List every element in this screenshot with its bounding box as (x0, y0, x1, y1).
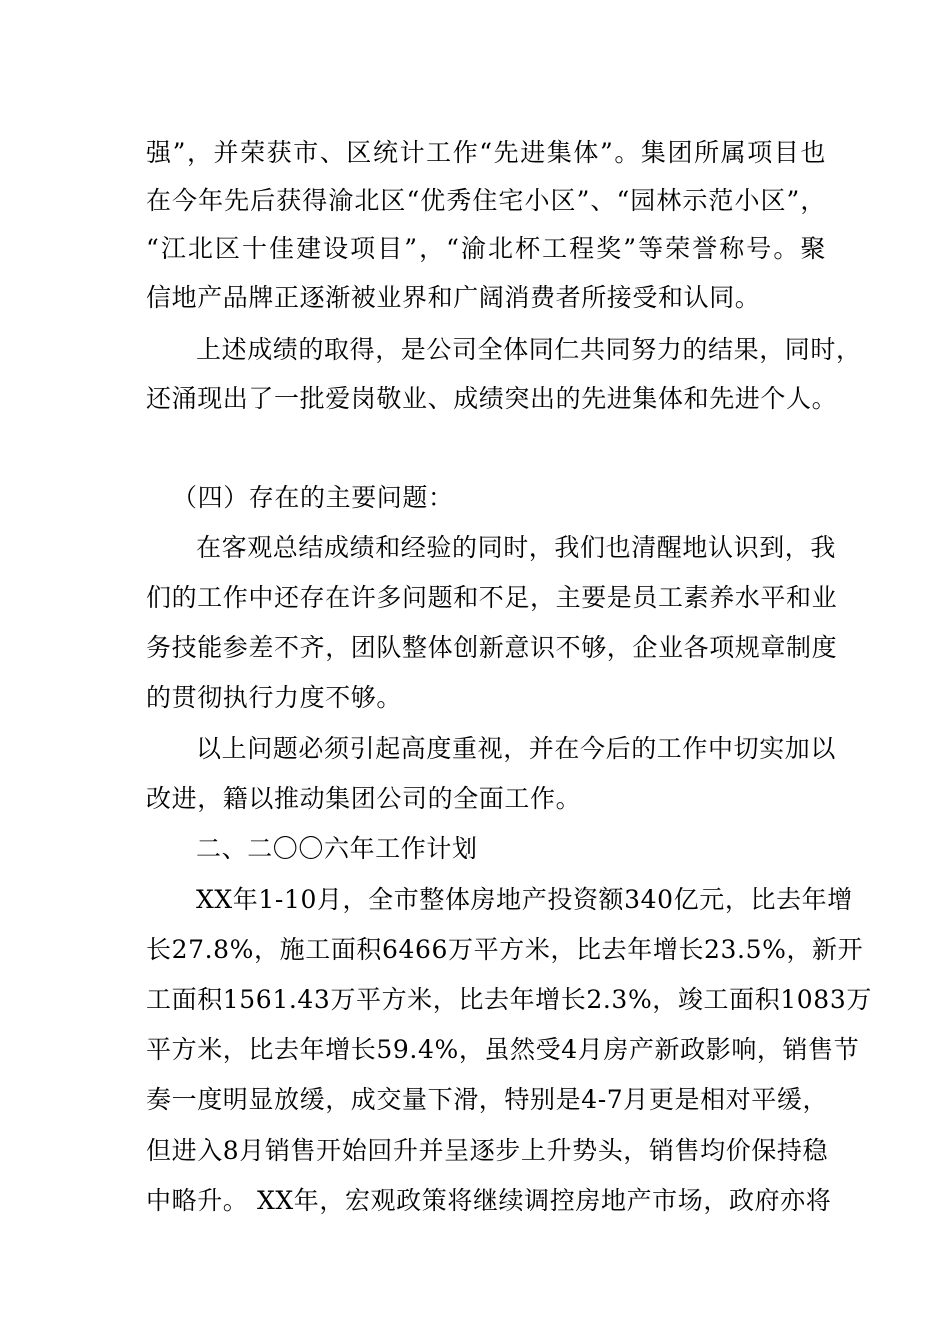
paragraph-line: 在客观总结成绩和经验的同时，我们也清醒地认识到，我 (196, 533, 837, 562)
paragraph-line: 以上问题必须引起高度重视，并在今后的工作中切实加以 (196, 734, 837, 763)
paragraph-line: 平方米，比去年增长59.4%，虽然受4月房产新政影响，销售节 (146, 1035, 860, 1064)
paragraph-line: 务技能参差不齐，团队整体创新意识不够，企业各项规章制度 (146, 633, 838, 662)
paragraph-line: 们的工作中还存在许多问题和不足，主要是员工素养水平和业 (146, 583, 838, 612)
paragraph-line: 信地产品牌正逐渐被业界和广阔消费者所接受和认同。 (146, 283, 761, 312)
section-heading: （四）存在的主要问题： (172, 483, 454, 512)
paragraph-line: XX年1-10月，全市整体房地产投资额340亿元，比去年增 (196, 885, 853, 914)
paragraph-line: 还涌现出了一批爱岗敬业、成绩突出的先进集体和先进个人。 (146, 384, 838, 413)
paragraph-line: 长27.8%，施工面积6466万平方米，比去年增长23.5%，新开 (146, 935, 864, 964)
paragraph-line: 但进入8月销售开始回升并呈逐步上升势头，销售均价保持稳 (146, 1136, 829, 1165)
paragraph-line: 改进，籍以推动集团公司的全面工作。 (146, 784, 582, 813)
paragraph-line: 的贯彻执行力度不够。 (146, 683, 403, 712)
paragraph-line: 中略升。 XX年，宏观政策将继续调控房地产市场，政府亦将 (146, 1186, 832, 1215)
paragraph-line: 奏一度明显放缓，成交量下滑，特别是4-7月更是相对平缓， (146, 1085, 829, 1114)
paragraph-line: 强”，并荣获市、区统计工作“先进集体”。集团所属项目也 (146, 138, 826, 167)
paragraph-line: 上述成绩的取得，是公司全体同仁共同努力的结果，同时， (196, 335, 862, 364)
section-heading: 二、二〇〇六年工作计划 (196, 834, 478, 863)
paragraph-line: 在今年先后获得渝北区“优秀住宅小区”、“园林示范小区”， (146, 186, 826, 215)
paragraph-line: “江北区十佳建设项目”，“渝北杯工程奖”等荣誉称号。聚 (146, 234, 826, 263)
paragraph-line: 工面积1561.43万平方米，比去年增长2.3%，竣工面积1083万 (146, 985, 872, 1014)
